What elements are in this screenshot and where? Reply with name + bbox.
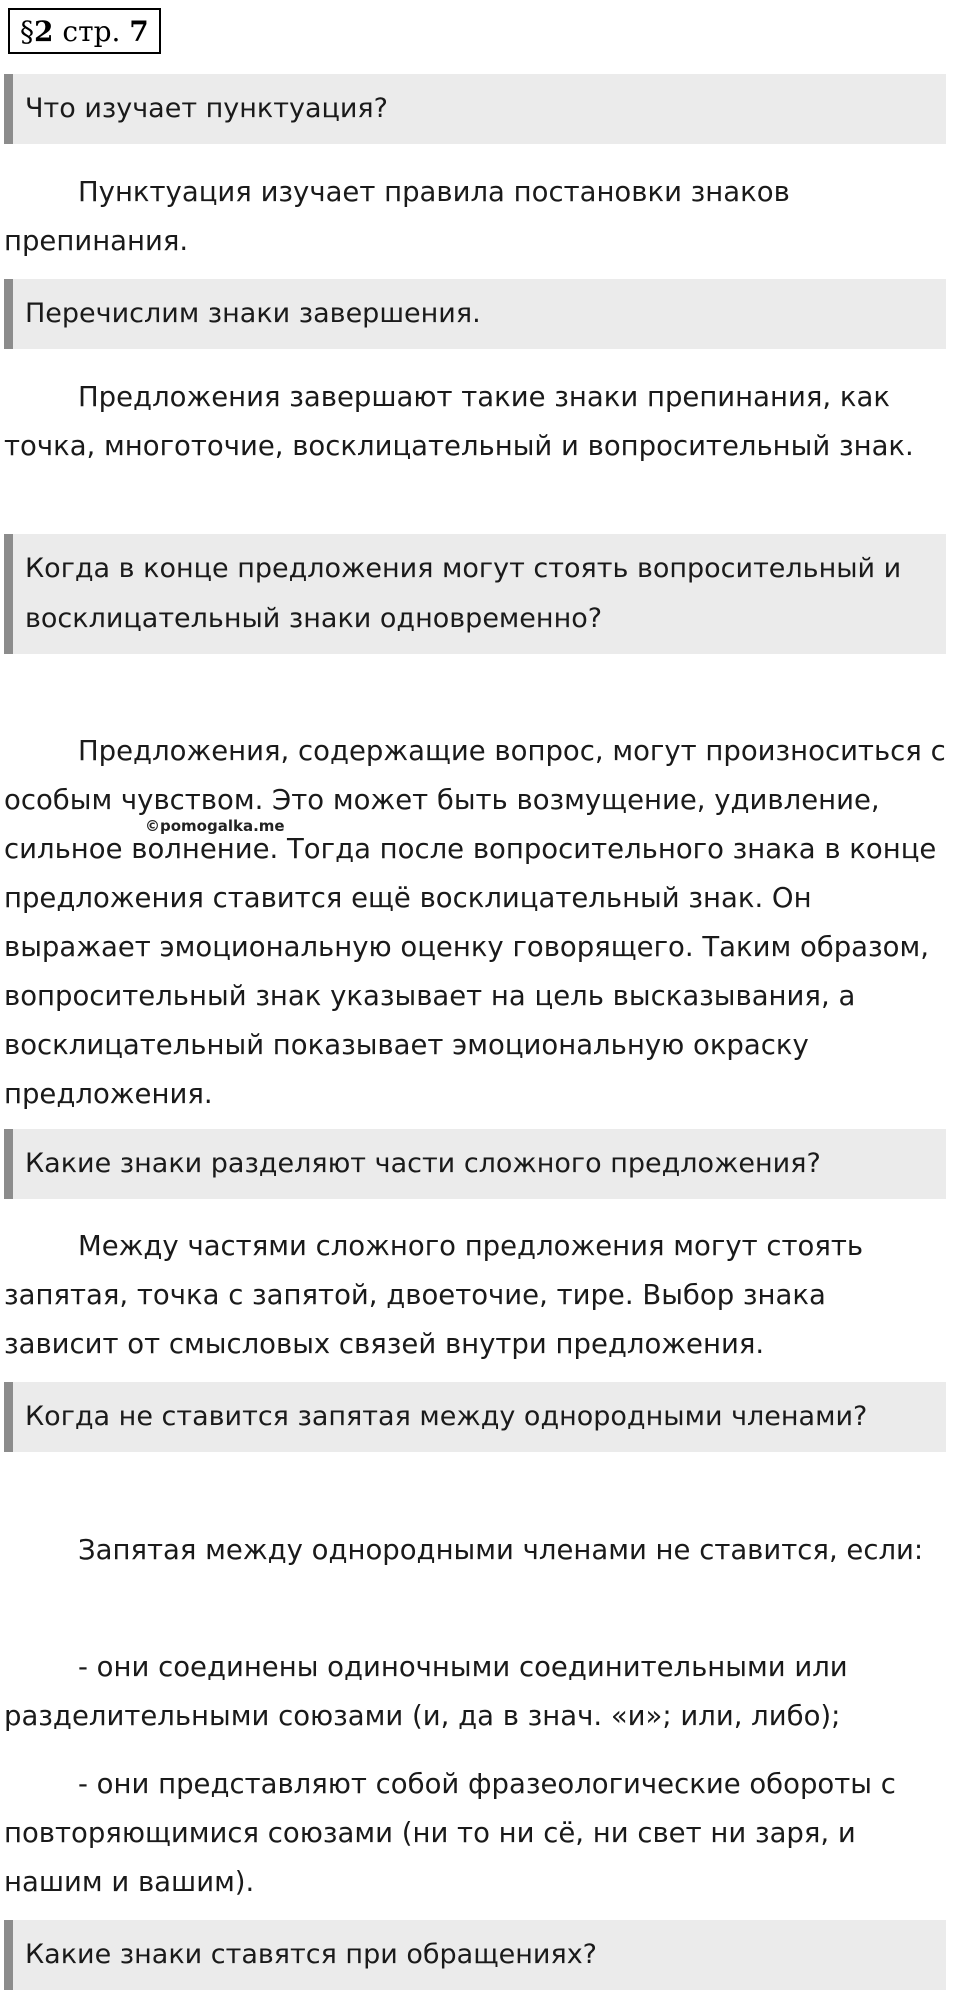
answer-paragraph: Предложения завершают такие знаки препинания, как точка, многоточие, восклицательный и вопросительный знак. [4,381,914,462]
answer-paragraph: Предложения, содержащие вопрос, могут произноситься с особым чувством. Это может быть возмущение, удивление, сильное волнение. Тогда после вопросительного знака в конце предложения ставится ещё восклицательный знак. Он выражает эмоциональную оценку говорящего. Таким образом, вопросительный знак указывает на цель высказывания, а восклицательный показывает эмоциональную окраску предложения. [4,735,946,1110]
answer-paragraph: Пунктуация изучает правила постановки знаков препинания. [4,176,790,257]
section-sign: § [20,14,34,48]
section-number: 2 [34,14,54,48]
question-block [4,279,946,349]
page-label: стр. [62,14,121,48]
page-header-box [8,8,161,54]
question-text: Перечислим знаки завершения. [25,298,481,329]
question-block [4,1129,946,1199]
watermark: ©pomogalka.me [145,817,285,835]
question-block [4,74,946,144]
question-block [4,1920,946,1990]
question-text: Что изучает пунктуация? [25,93,388,124]
answer-paragraph: Между частями сложного предложения могут стоять запятая, точка с запятой, двоеточие, тире. Выбор знака зависит от смысловых связей внутри предложения. [4,1230,864,1360]
page-number: 7 [129,14,149,48]
question-text: Когда в конце предложения могут стоять вопросительный и восклицательный знаки одновременно? [25,553,902,634]
question-text: Когда не ставится запятая между однородными членами? [25,1401,868,1432]
question-text: Какие знаки разделяют части сложного предложения? [25,1148,821,1179]
question-text: Какие знаки ставятся при обращениях? [25,1939,597,1970]
answer-paragraph: Запятая между однородными членами не ставится, если: [78,1534,924,1566]
list-item: - они соединены одиночными соединительными или разделительными союзами (и, да в знач. «и»; или, либо); [4,1651,848,1732]
question-block [4,1382,946,1452]
list-item: - они представляют собой фразеологические обороты с повторяющимися союзами (ни то ни сё, ни свет ни заря, и нашим и вашим). [4,1768,896,1898]
question-block [4,534,946,654]
